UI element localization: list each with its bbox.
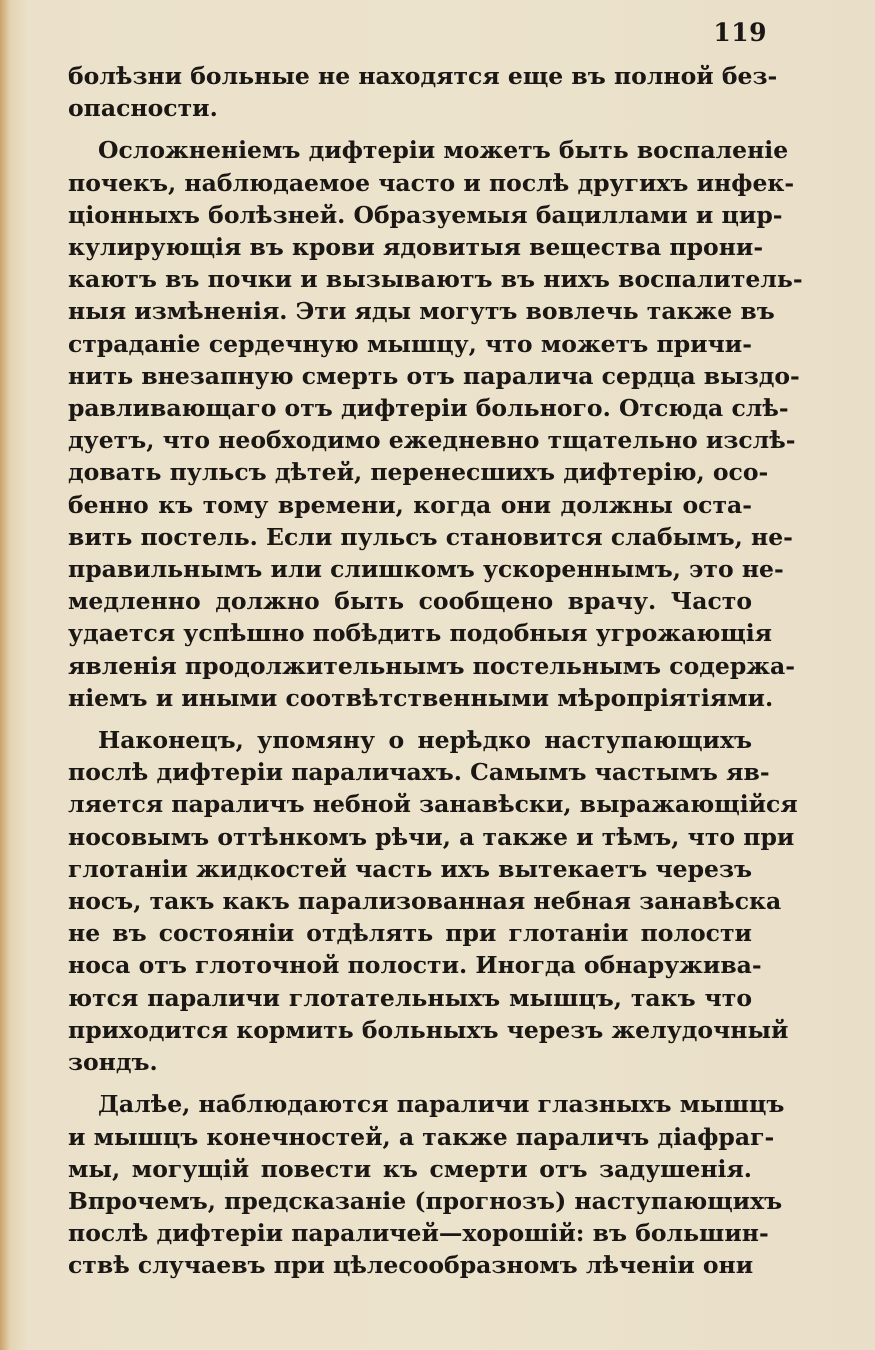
page-number: 119 bbox=[713, 18, 767, 47]
text-body bbox=[68, 60, 803, 1282]
text-line: ціонныхъ болѣзней. Образуемыя бациллами и цир- bbox=[68, 200, 783, 229]
text-line: опасности. bbox=[68, 94, 218, 123]
text-line: страданіе сердечную мышцу, что можетъ причи- bbox=[68, 329, 752, 358]
text-line: бенно къ тому времени, когда они должны оста- bbox=[68, 490, 752, 519]
text-line: правильнымъ или слишкомъ ускореннымъ, это не- bbox=[68, 555, 784, 584]
text-line: довать пульсъ дѣтей, перенесшихъ дифтерію, осо- bbox=[68, 458, 769, 487]
text-line: каютъ въ почки и вызываютъ въ нихъ воспалитель- bbox=[68, 265, 803, 294]
text-line: почекъ, наблюдаемое часто и послѣ другихъ инфек- bbox=[68, 168, 795, 197]
paragraph bbox=[68, 60, 778, 124]
text-line: ныя измѣненія. Эти яды могутъ вовлечь также въ bbox=[68, 297, 775, 326]
text-line: носъ, такъ какъ парализованная небная занавѣска bbox=[68, 887, 782, 916]
paragraph bbox=[68, 724, 798, 1078]
text-line: и мышцъ конечностей, а также параличъ діафраг- bbox=[68, 1122, 775, 1151]
text-line: ствѣ случаевъ при цѣлесообразномъ лѣченіи они bbox=[68, 1251, 754, 1280]
text-line: Далѣе, наблюдаются параличи глазныхъ мышцъ bbox=[98, 1090, 785, 1119]
text-line: ніемъ и иными соотвѣтственными мѣропріятіями. bbox=[68, 683, 774, 712]
text-line: кулирующія въ крови ядовитыя вещества прони- bbox=[68, 233, 764, 262]
text-line: носовымъ оттѣнкомъ рѣчи, а также и тѣмъ, что при bbox=[68, 822, 795, 851]
text-line: Осложненіемъ дифтеріи можетъ быть воспаленіе bbox=[98, 136, 789, 165]
text-line: носа отъ глоточной полости. Иногда обнаружива- bbox=[68, 951, 762, 980]
text-line: удается успѣшно побѣдить подобныя угрожающія bbox=[68, 619, 773, 648]
text-line: глотаніи жидкостей часть ихъ вытекаетъ черезъ bbox=[68, 854, 753, 883]
text-line: Впрочемъ, предсказаніе (прогнозъ) наступающихъ bbox=[68, 1186, 783, 1215]
text-line: дуетъ, что необходимо ежедневно тщательно изслѣ- bbox=[68, 426, 796, 455]
text-line: явленія продолжительнымъ постельнымъ содержа- bbox=[68, 651, 795, 680]
text-line: Наконецъ, упомяну о нерѣдко наступающихъ bbox=[98, 726, 752, 755]
text-line: медленно должно быть сообщено врачу. Часто bbox=[68, 587, 752, 616]
text-line: равливающаго отъ дифтеріи больного. Отсюда слѣ- bbox=[68, 394, 789, 423]
text-line: нить внезапную смерть отъ паралича сердца выздо- bbox=[68, 361, 800, 390]
text-line: мы, могущій повести къ смерти отъ задушенія. bbox=[68, 1154, 752, 1183]
text-line: ляется параличъ небной занавѣски, выражающійся bbox=[68, 790, 798, 819]
text-line: вить постель. Если пульсъ становится слабымъ, не- bbox=[68, 522, 793, 551]
text-line: ются параличи глотательныхъ мышцъ, такъ что bbox=[68, 983, 752, 1012]
paragraph bbox=[68, 1088, 785, 1281]
text-line: болѣзни больные не находятся еще въ полной без- bbox=[68, 62, 778, 90]
paragraph bbox=[68, 134, 803, 714]
text-line: зондъ. bbox=[68, 1048, 158, 1077]
text-line: послѣ дифтеріи параличей—хорошій: въ большин- bbox=[68, 1219, 769, 1248]
text-line: не въ состояніи отдѣлять при глотаніи полости bbox=[68, 919, 752, 948]
text-line: послѣ дифтеріи параличахъ. Самымъ частымъ яв- bbox=[68, 758, 770, 787]
text-line: приходится кормить больныхъ черезъ желудочный bbox=[68, 1015, 789, 1044]
